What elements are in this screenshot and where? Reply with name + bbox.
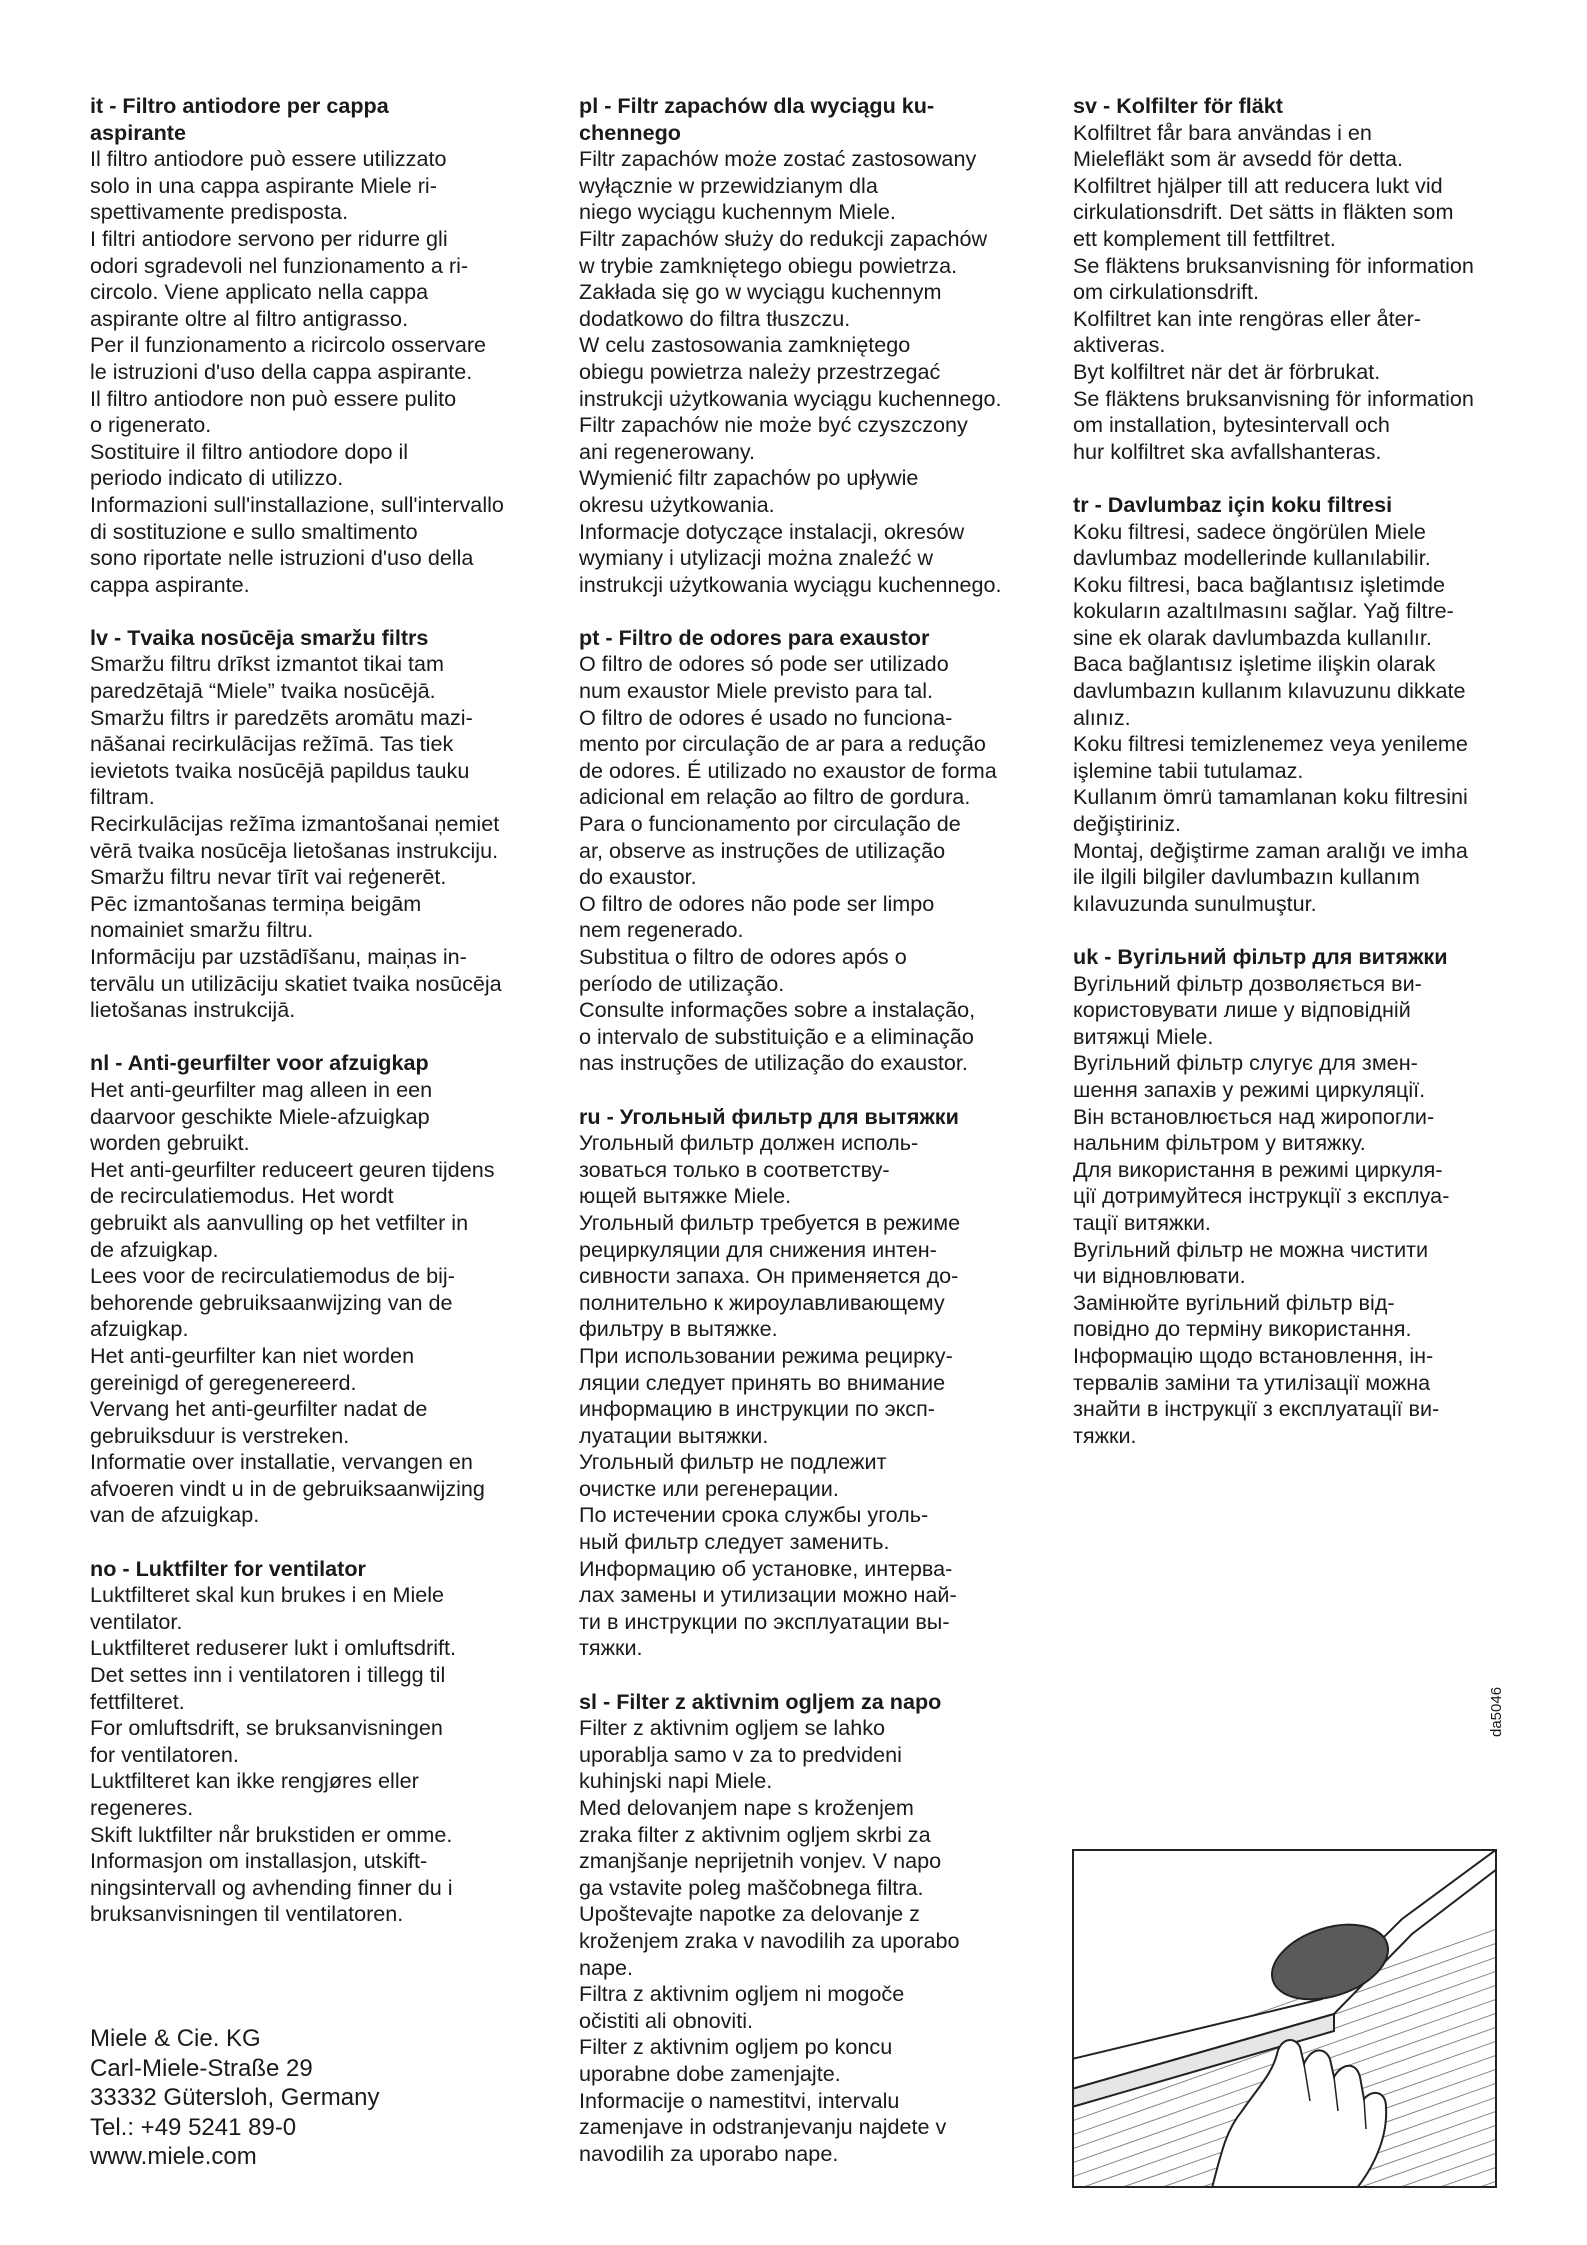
language-section <box>579 625 1059 1077</box>
body-line: ga vstavite poleg maščobnega filtra. <box>579 1874 924 1900</box>
body-line: I filtri antiodore servono per ridurre gli <box>90 225 448 251</box>
heading-line: uk - Вугільний фільтр для витяжки <box>1073 944 1448 969</box>
body-line: dodatkowo do filtra tłuszczu. <box>579 305 851 331</box>
body-line: gereinigd of geregenereerd. <box>90 1369 357 1395</box>
body-line: niego wyciągu kuchennym Miele. <box>579 199 896 225</box>
heading-line: chennego <box>579 119 681 145</box>
section-heading <box>1073 93 1543 120</box>
body-line: тації витяжки. <box>1073 1209 1211 1235</box>
body-line: instrukcji użytkowania wyciągu kuchennego. <box>579 385 1002 411</box>
body-line: circolo. Viene applicato nella cappa <box>90 279 429 305</box>
section-heading <box>90 1556 560 1583</box>
body-line: wyłącznie w przewidzianym dla <box>579 172 878 198</box>
language-section <box>1073 93 1543 465</box>
body-line: Consulte informações sobre a instalação, <box>579 997 976 1023</box>
section-body <box>1073 519 1543 918</box>
body-line: w trybie zamkniętego obiegu powietrza. <box>579 252 958 278</box>
body-line: ile ilgili bilgiler davlumbazın kullanım <box>1073 864 1420 890</box>
body-line: alınız. <box>1073 704 1131 730</box>
column-2 <box>579 93 1059 2194</box>
body-line: O filtro de odores não pode ser limpo <box>579 890 935 916</box>
body-line: mento por circulação de ar para a redução <box>579 731 986 757</box>
body-line: Informacije o namestitvi, intervalu <box>579 2087 900 2113</box>
address-city: 33332 Gütersloh, Germany <box>90 2084 380 2111</box>
body-line: знайти в інструкції з експлуатації ви- <box>1073 1396 1440 1422</box>
heading-line: pl - Filtr zapachów dla wyciągu ku- <box>579 93 935 118</box>
section-body <box>90 1582 560 1928</box>
document-code: da5046 <box>1488 1686 1505 1737</box>
body-line: gebruikt als aanvulling op het vetfilter in <box>90 1209 469 1235</box>
body-line: Вугільний фільтр дозволяється ви- <box>1073 970 1422 996</box>
body-line: spettivamente predisposta. <box>90 199 349 225</box>
filter-insertion-illustration <box>1072 1849 1497 2188</box>
body-line: Il filtro antiodore può essere utilizzato <box>90 146 447 172</box>
heading-line: no - Luktfilter for ventilator <box>90 1555 366 1581</box>
body-line: For omluftsdrift, se bruksanvisningen <box>90 1715 443 1741</box>
body-line: Para o funcionamento por circulação de <box>579 811 961 837</box>
body-line: O filtro de odores só pode ser utilizado <box>579 651 949 677</box>
body-line: фильтру в вытяжке. <box>579 1316 778 1342</box>
body-line: Het anti-geurfilter mag alleen in een <box>90 1076 433 1102</box>
body-line: ett komplement till fettfiltret. <box>1073 225 1336 251</box>
body-line: Informasjon om installasjon, utskift- <box>90 1848 428 1874</box>
body-line: período de utilização. <box>579 970 785 996</box>
body-line: de afzuigkap. <box>90 1236 219 1262</box>
section-heading <box>579 1104 1059 1131</box>
body-line: Filtr zapachów może zostać zastosowany <box>579 146 977 172</box>
heading-line: sv - Kolfilter för fläkt <box>1073 93 1283 118</box>
address-website: www.miele.com <box>90 2143 257 2170</box>
body-line: Med delovanjem nape s kroženjem <box>579 1795 914 1820</box>
language-section <box>90 625 560 1024</box>
body-line: повідно до терміну використання. <box>1073 1316 1412 1342</box>
body-line: kroženjem zraka v navodilih za uporabo <box>579 1927 960 1953</box>
body-line: vērā tvaika nosūcēja lietošanas instrukciju. <box>90 837 499 863</box>
column-1 <box>90 93 560 1955</box>
body-line: bruksanvisningen til ventilatoren. <box>90 1901 404 1927</box>
body-line: afvoeren vindt u in de gebruiksaanwijzing <box>90 1475 485 1501</box>
section-heading <box>90 1050 560 1077</box>
body-line: зоваться только в соответству- <box>579 1156 890 1182</box>
body-line: do exaustor. <box>579 864 697 890</box>
body-line: Vervang het anti-geurfilter nadat de <box>90 1396 428 1422</box>
body-line: for ventilatoren. <box>90 1741 239 1767</box>
body-line: değiştiriniz. <box>1073 811 1182 837</box>
body-line: Filter z aktivnim ogljem po koncu <box>579 2034 893 2060</box>
body-line: Het anti-geurfilter reduceert geuren tijdens <box>90 1156 495 1182</box>
body-line: ющей вытяжке Miele. <box>579 1183 792 1209</box>
body-line: Угольный фильтр не подлежит <box>579 1449 887 1475</box>
body-line: Informāciju par uzstādīšanu, maiņas in- <box>90 944 467 969</box>
body-line: Smaržu filtrs ir paredzēts aromātu mazi- <box>90 704 473 730</box>
body-line: Вугільний фільтр слугує для змен- <box>1073 1050 1418 1076</box>
language-section <box>579 1104 1059 1662</box>
body-line: zmanjšanje neprijetnih vonjev. V napo <box>579 1848 942 1874</box>
body-line: Filter z aktivnim ogljem se lahko <box>579 1715 886 1741</box>
body-line: Kullanım ömrü tamamlanan koku filtresini <box>1073 784 1468 810</box>
body-line: Per il funzionamento a ricircolo osservare <box>90 332 487 358</box>
body-line: cappa aspirante. <box>90 571 250 597</box>
body-line: витяжці Miele. <box>1073 1023 1214 1049</box>
section-body <box>90 1077 560 1529</box>
language-section <box>90 1556 560 1928</box>
heading-line: ru - Угольный фильтр для вытяжки <box>579 1103 959 1129</box>
section-body <box>90 651 560 1023</box>
section-heading <box>1073 492 1543 519</box>
body-line: gebruiksduur is verstreken. <box>90 1422 350 1448</box>
body-line: lietošanas instrukcijā. <box>90 997 296 1023</box>
body-line: solo in una cappa aspirante Miele ri- <box>90 172 437 198</box>
body-line: o intervalo de substituição e a eliminação <box>579 1023 974 1049</box>
body-line: periodo indicato di utilizzo. <box>90 465 344 491</box>
body-line: Sostituire il filtro antiodore dopo il <box>90 438 409 464</box>
body-line: O filtro de odores é usado no funciona- <box>579 704 953 730</box>
body-line: de odores. É utilizado no exaustor de forma <box>579 757 997 783</box>
body-line: Filtr zapachów służy do redukcji zapachów <box>579 225 988 251</box>
body-line: полнительно к жироулавливающему <box>579 1289 945 1315</box>
language-section <box>1073 492 1543 918</box>
body-line: информацию в инструкции по эксп- <box>579 1396 935 1422</box>
body-line: regeneres. <box>90 1795 194 1820</box>
section-body <box>579 651 1059 1077</box>
body-line: davlumbaz modellerinde kullanılabilir. <box>1073 545 1431 571</box>
body-line: Wymienić filtr zapachów po upływie <box>579 465 919 491</box>
body-line: Smaržu filtru nevar tīrīt vai reģenerēt. <box>90 864 447 890</box>
body-line: fettfilteret. <box>90 1688 185 1714</box>
body-line: paredzētajā “Miele” tvaika nosūcējā. <box>90 678 436 704</box>
body-line: Інформацію щодо встановлення, ін- <box>1073 1342 1434 1368</box>
body-line: Для використання в режимі циркуля- <box>1073 1156 1443 1182</box>
body-line: луатации вытяжки. <box>579 1422 769 1448</box>
body-line: Informatie over installatie, vervangen en <box>90 1449 473 1475</box>
body-line: ani regenerowany. <box>579 438 756 464</box>
heading-line: tr - Davlumbaz için koku filtresi <box>1073 491 1393 517</box>
section-heading <box>1073 944 1543 971</box>
body-line: Baca bağlantısız işletime ilişkin olarak <box>1073 651 1436 677</box>
address-street: Carl-Miele-Straße 29 <box>90 2054 313 2082</box>
body-line: Filtr zapachów nie może być czyszczony <box>579 412 968 438</box>
body-line: nas instruções de utilização do exaustor. <box>579 1050 968 1076</box>
body-line: ції дотримуйтеся інструкції з експлуа- <box>1073 1183 1450 1209</box>
body-line: nem regenerado. <box>579 917 744 943</box>
body-line: Koku filtresi temizlenemez veya yenileme <box>1073 731 1468 757</box>
body-line: тяжки. <box>579 1635 643 1661</box>
body-line: Угольный фильтр должен исполь- <box>579 1130 919 1156</box>
section-heading <box>90 93 560 146</box>
section-body <box>579 146 1059 598</box>
body-line: Se fläktens bruksanvisning för information <box>1073 252 1474 278</box>
body-line: le istruzioni d'uso della cappa aspirante. <box>90 358 473 384</box>
body-line: ievietots tvaika nosūcējā papildus tauku <box>90 757 470 783</box>
body-line: zamenjave in odstranjevanju najdete v <box>579 2114 947 2140</box>
heading-line: it - Filtro antiodore per cappa <box>90 93 389 118</box>
body-line: kılavuzunda sunulmuştur. <box>1073 890 1317 916</box>
section-body <box>1073 120 1543 466</box>
manufacturer-address <box>90 2024 380 2172</box>
body-line: daarvoor geschikte Miele-afzuigkap <box>90 1103 430 1129</box>
body-line: ventilator. <box>90 1608 183 1634</box>
section-heading <box>579 1689 1059 1716</box>
body-line: işlemine tabii tutulamaz. <box>1073 757 1304 783</box>
language-section <box>90 93 560 598</box>
body-line: Kolfiltret hjälper till att reducera lukt vid <box>1073 172 1443 198</box>
body-line: W celu zastosowania zamkniętego <box>579 332 911 358</box>
body-line: om installation, bytesintervall och <box>1073 412 1390 438</box>
body-line: o rigenerato. <box>90 412 212 438</box>
illustration-svg <box>1072 1849 1497 2188</box>
body-line: wymiany i utylizacji można znaleźć w <box>579 545 934 571</box>
body-line: ти в инструкции по эксплуатации вы- <box>579 1608 950 1634</box>
body-line: Він встановлюється над жиропогли- <box>1073 1103 1435 1129</box>
body-line: di sostituzione e sullo smaltimento <box>90 518 418 544</box>
body-line: Pēc izmantošanas termiņa beigām <box>90 890 422 916</box>
body-line: Informazioni sull'installazione, sull'intervallo <box>90 491 504 517</box>
body-line: sono riportate nelle istruzioni d'uso della <box>90 545 474 571</box>
body-line: sine ek olarak davlumbazda kullanılır. <box>1073 624 1432 650</box>
body-line: Информацию об установке, интерва- <box>579 1555 953 1581</box>
language-section <box>579 93 1059 598</box>
section-body <box>579 1130 1059 1662</box>
body-line: ar, observe as instruções de utilização <box>579 837 946 863</box>
language-section <box>1073 944 1543 1449</box>
body-line: Замінюйте вугільний фільтр від- <box>1073 1289 1395 1315</box>
body-line: очистке или регенерации. <box>579 1475 839 1501</box>
body-line: Informacje dotyczące instalacji, okresów <box>579 518 965 544</box>
body-line: aspirante oltre al filtro antigrasso. <box>90 305 409 331</box>
body-line: afzuigkap. <box>90 1316 189 1342</box>
body-line: Mielefläkt som är avsedd för detta. <box>1073 146 1404 172</box>
body-line: filtram. <box>90 784 155 810</box>
body-line: Filtra z aktivnim ogljem ni mogoče <box>579 1981 905 2007</box>
body-line: ningsintervall og avhending finner du i <box>90 1874 453 1900</box>
language-section <box>90 1050 560 1529</box>
body-line: de recirculatiemodus. Het wordt <box>90 1183 394 1209</box>
body-line: ляции следует принять во внимание <box>579 1369 946 1395</box>
body-line: Lees voor de recirculatiemodus de bij- <box>90 1263 455 1289</box>
body-line: davlumbazın kullanım kılavuzunu dikkate <box>1073 678 1466 704</box>
section-heading <box>90 625 560 652</box>
heading-line: aspirante <box>90 119 187 145</box>
section-heading <box>579 93 1059 146</box>
body-line: worden gebruikt. <box>90 1130 250 1156</box>
body-line: zraka filter z aktivnim ogljem skrbi za <box>579 1821 931 1847</box>
body-line: Koku filtresi, sadece öngörülen Miele <box>1073 518 1426 544</box>
address-phone: Tel.: +49 5241 89-0 <box>90 2113 297 2141</box>
body-line: Luktfilteret skal kun brukes i en Miele <box>90 1582 445 1608</box>
section-body <box>90 146 560 598</box>
body-line: Byt kolfiltret när det är förbrukat. <box>1073 358 1381 384</box>
body-line: Kolfiltret kan inte rengöras eller åter- <box>1073 305 1422 331</box>
section-heading <box>579 625 1059 652</box>
heading-line: nl - Anti-geurfilter voor afzuigkap <box>90 1050 429 1076</box>
heading-line: sl - Filter z aktivnim ogljem za napo <box>579 1688 942 1714</box>
section-body <box>1073 971 1543 1450</box>
body-line: kokuların azaltılmasını sağlar. Yağ filtre- <box>1073 598 1454 624</box>
section-body <box>579 1715 1059 2167</box>
body-line: uporablja samo v za to predvideni <box>579 1741 902 1767</box>
body-line: При использовании режима рецирку- <box>579 1342 953 1368</box>
body-line: adicional em relação ao filtro de gordura. <box>579 784 971 810</box>
body-line: тяжки. <box>1073 1422 1137 1448</box>
body-line: navodilih za uporabo nape. <box>579 2140 839 2166</box>
body-line: шення запахів у режимі циркуляції. <box>1073 1076 1426 1102</box>
body-line: нальним фільтром у витяжку. <box>1073 1130 1366 1156</box>
body-line: чи відновлювати. <box>1073 1263 1246 1289</box>
body-line: Угольный фильтр требуется в режиме <box>579 1209 961 1235</box>
body-line: Вугільний фільтр не можна чистити <box>1073 1236 1429 1262</box>
body-line: behorende gebruiksaanwijzing van de <box>90 1289 453 1315</box>
body-line: uporabne dobe zamenjajte. <box>579 2060 841 2086</box>
body-line: nāšanai recirkulācijas režīmā. Tas tiek <box>90 731 454 757</box>
body-line: cirkulationsdrift. Det sätts in fläkten som <box>1073 199 1454 225</box>
body-line: сивности запаха. Он применяется до- <box>579 1263 959 1289</box>
body-line: obiegu powietrza należy przestrzegać <box>579 358 941 384</box>
body-line: Substitua o filtro de odores após o <box>579 944 907 969</box>
address-company: Miele & Cie. KG <box>90 2025 261 2052</box>
body-line: рециркуляции для снижения интен- <box>579 1236 937 1262</box>
body-line: instrukcji użytkowania wyciągu kuchennego. <box>579 571 1002 597</box>
body-line: van de afzuigkap. <box>90 1502 260 1528</box>
body-line: Recirkulācijas režīma izmantošanai ņemiet <box>90 811 500 837</box>
body-line: kuhinjski napi Miele. <box>579 1768 773 1794</box>
body-line: Kolfiltret får bara användas i en <box>1073 119 1372 145</box>
body-line: nomainiet smaržu filtru. <box>90 917 314 943</box>
body-line: По истечении срока службы уголь- <box>579 1502 929 1528</box>
body-line: Det settes inn i ventilatoren i tillegg til <box>90 1662 446 1688</box>
language-section <box>579 1689 1059 2168</box>
body-line: Montaj, değiştirme zaman aralığı ve imha <box>1073 837 1468 863</box>
body-line: očistiti ali obnoviti. <box>579 2007 754 2033</box>
body-line: aktiveras. <box>1073 332 1166 358</box>
body-line: Luktfilteret kan ikke rengjøres eller <box>90 1768 419 1794</box>
body-line: Koku filtresi, baca bağlantısız işletimde <box>1073 571 1446 597</box>
body-line: odori sgradevoli nel funzionamento a ri- <box>90 252 469 278</box>
body-line: Il filtro antiodore non può essere pulito <box>90 385 457 411</box>
body-line: лах замены и утилизации можно най- <box>579 1582 957 1608</box>
body-line: okresu użytkowania. <box>579 491 775 517</box>
heading-line: lv - Tvaika nosūcēja smaržu filtrs <box>90 624 429 650</box>
body-line: Se fläktens bruksanvisning för information <box>1073 385 1474 411</box>
body-line: num exaustor Miele previsto para tal. <box>579 678 934 704</box>
heading-line: pt - Filtro de odores para exaustor <box>579 624 930 650</box>
body-line: Smaržu filtru drīkst izmantot tikai tam <box>90 651 444 677</box>
body-line: тервалів заміни та утилізації можна <box>1073 1369 1431 1395</box>
body-line: Luktfilteret reduserer lukt i omluftsdrift. <box>90 1635 457 1661</box>
body-line: Zakłada się go w wyciągu kuchennym <box>579 279 942 305</box>
body-line: Het anti-geurfilter kan niet worden <box>90 1342 415 1368</box>
body-line: hur kolfiltret ska avfallshanteras. <box>1073 438 1382 464</box>
body-line: користовувати лише у відповідній <box>1073 997 1411 1023</box>
body-line: ный фильтр следует заменить. <box>579 1529 890 1555</box>
body-line: tervālu un utilizāciju skatiet tvaika nosūcēja <box>90 970 502 996</box>
column-3 <box>1073 93 1543 1476</box>
body-line: nape. <box>579 1954 634 1980</box>
body-line: Skift luktfilter når brukstiden er omme. <box>90 1821 453 1847</box>
body-line: Upoštevajte napotke za delovanje z <box>579 1901 920 1927</box>
body-line: om cirkulationsdrift. <box>1073 279 1260 305</box>
